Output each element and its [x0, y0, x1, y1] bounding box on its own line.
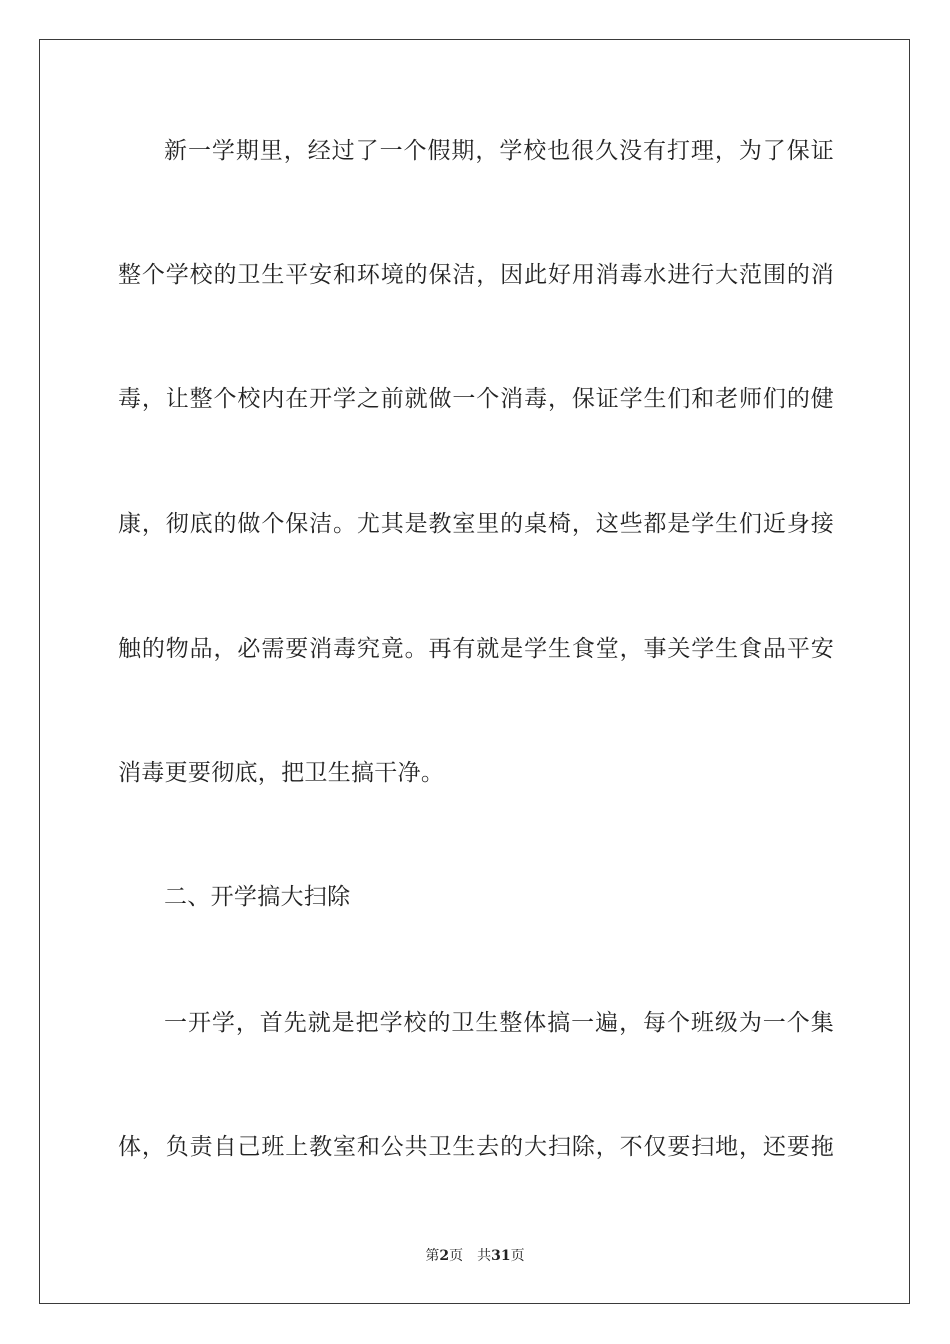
paragraph-line: 触的物品，必需要消毒究竟。再有就是学生食堂，事关学生食品平安: [118, 636, 834, 662]
paragraph-line: 新一学期里，经过了一个假期，学校也很久没有打理，为了保证: [164, 138, 834, 164]
page-border: [39, 39, 910, 1304]
paragraph-line: 消毒更要彻底，把卫生搞干净。: [118, 760, 445, 786]
paragraph-line: 康，彻底的做个保洁。尤其是教室里的桌椅，这些都是学生们近身接: [118, 511, 834, 537]
page-footer: [0, 1247, 950, 1265]
total-suffix: 页: [510, 1248, 525, 1264]
section-heading: 二、开学搞大扫除: [164, 884, 351, 910]
page-suffix: 页: [449, 1248, 464, 1264]
total-prefix: 共: [477, 1248, 492, 1264]
page-number: 2: [439, 1248, 450, 1264]
paragraph-line: 一开学，首先就是把学校的卫生整体搞一遍，每个班级为一个集: [164, 1010, 834, 1036]
paragraph-line: 整个学校的卫生平安和环境的保洁，因此好用消毒水进行大范围的消: [118, 262, 834, 288]
paragraph-line: 毒，让整个校内在开学之前就做一个消毒，保证学生们和老师们的健: [118, 386, 834, 412]
total-pages: 31: [491, 1248, 511, 1264]
paragraph-line: 体，负责自己班上教室和公共卫生去的大扫除，不仅要扫地，还要拖: [118, 1134, 834, 1160]
page-prefix: 第: [425, 1248, 440, 1264]
